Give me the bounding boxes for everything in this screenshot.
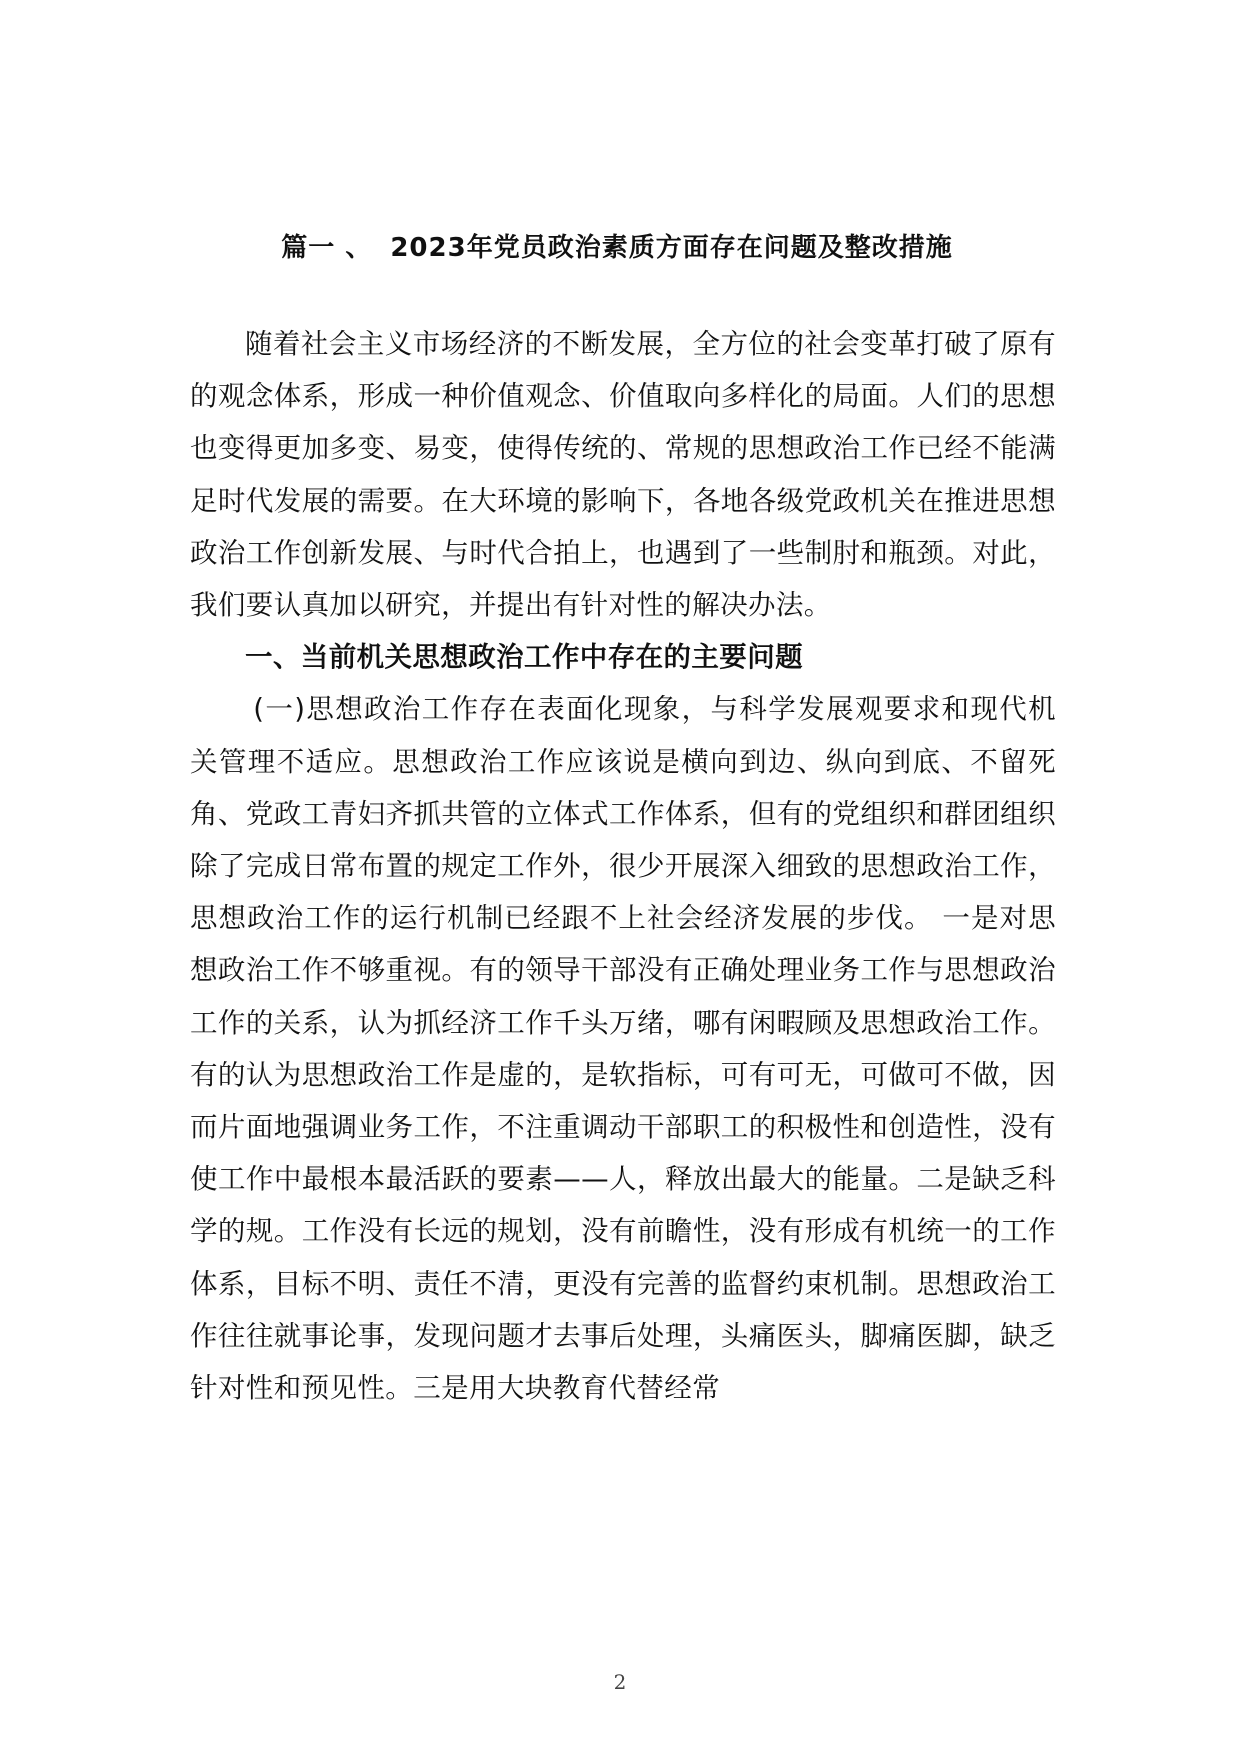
document-title <box>0 228 1240 268</box>
intro-paragraph: 随着社会主义市场经济的不断发展，全方位的社会变革打破了原有的观念体系，形成一种价值观念、价值取向多样化的局面。人们的思想也变得更加多变、易变，使得传统的、常规的思想政治工作已经不能满足时代发展的需要。在大环境的影响下，各地各级党政机关在推进思想政治工作创新发展、与时代合拍上，也遇到了一些制肘和瓶颈。对此，我们要认真加以研究，并提出有针对性的解决办法。 <box>190 328 1056 622</box>
document-body <box>190 318 1056 1414</box>
section-heading: 一、当前机关思想政治工作中存在的主要问题 <box>245 641 803 674</box>
page-number: 2 <box>613 1670 627 1694</box>
section-paragraph: (一)思想政治工作存在表面化现象，与科学发展观要求和现代机关管理不适应。思想政治工作应该说是横向到边、纵向到底、不留死角、党政工青妇齐抓共管的立体式工作体系，但有的党组织和群团组织除了完成日常布置的规定工作外，很少开展深入细致的思想政治工作，思想政治工作的运行机制已经跟不上社会经济发展的步伐。 一是对思想政治工作不够重视。有的领导干部没有正确处理业务工作与思想政治工作的关系，认为抓经济工作千头万绪，哪有闲暇顾及思想政治工作。有的认为思想政治工作是虚的，是软指标，可有可无，可做可不做，因而片面地强调业务工作，不注重调动干部职工的积极性和创造性，没有使工作中最根本最活跃的要素——人，释放出最大的能量。二是缺乏科学的规。工作没有长远的规划，没有前瞻性，没有形成有机统一的工作体系，目标不明、责任不清，更没有完善的监督约束机制。思想政治工作往往就事论事，发现问题才去事后处理，头痛医头，脚痛医脚，缺乏针对性和预见性。三是用大块教育代替经常 <box>190 693 1056 1405</box>
title-main: 2023年党员政治素质方面存在问题及整改措施 <box>390 233 953 263</box>
title-prefix: 篇一 、 <box>281 233 373 263</box>
